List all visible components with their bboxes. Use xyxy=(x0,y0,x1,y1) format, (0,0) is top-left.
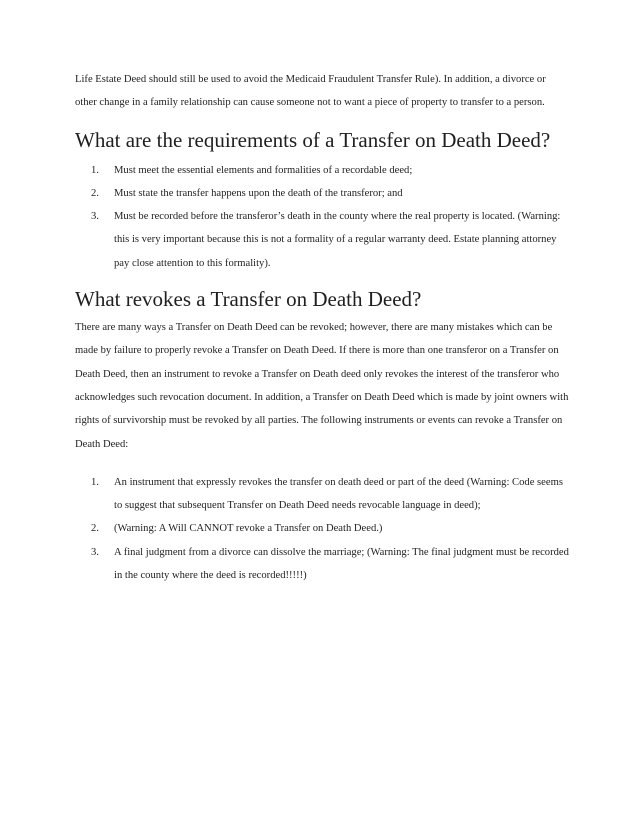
list-item-text: A final judgment from a divorce can dissolve the marriage; (Warning: The final judgment must be recorded in the county where the deed is recorded!!!!!) xyxy=(114,546,569,582)
list-item xyxy=(75,517,569,540)
list-item-text: An instrument that expressly revokes the transfer on death deed or part of the deed (Warning: Code seems to suggest that subsequent Transfer on Death Deed needs revocable language in deed); xyxy=(114,476,563,512)
revokes-paragraph: There are many ways a Transfer on Death Deed can be revoked; however, there are many mistakes which can be made by failure to properly revoke a Transfer on Death Deed. If there is more than one transferor on a Transfer on Death Deed, then an instrument to revoke a Transfer on Death deed only revokes the interest of the transferor who acknowledges such revocation document. In addition, a Transfer on Death Deed which is made by joint owners with rights of survivorship must be revoked by all parties. The following instruments or events can revoke a Transfer on Death Deed: xyxy=(75,322,569,450)
list-item xyxy=(75,182,569,205)
requirements-list xyxy=(75,159,569,275)
list-number: 2. xyxy=(91,187,99,199)
list-item-text: Must state the transfer happens upon the death of the transferor; and xyxy=(114,187,403,199)
list-item-text: (Warning: A Will CANNOT revoke a Transfer on Death Deed.) xyxy=(114,523,383,535)
revokes-heading: What revokes a Transfer on Death Deed? xyxy=(75,287,422,312)
list-item xyxy=(75,159,569,182)
list-number: 3. xyxy=(91,546,99,558)
list-item xyxy=(75,205,569,275)
list-item-text: Must meet the essential elements and formalities of a recordable deed; xyxy=(114,164,413,176)
list-number: 1. xyxy=(91,476,99,488)
list-number: 3. xyxy=(91,211,99,223)
list-item xyxy=(75,471,569,518)
revokes-list xyxy=(75,471,569,587)
list-number: 2. xyxy=(91,523,99,535)
document-page xyxy=(75,68,569,587)
list-item xyxy=(75,541,569,588)
requirements-heading: What are the requirements of a Transfer on Death Deed? xyxy=(75,127,551,152)
intro-paragraph: Life Estate Deed should still be used to avoid the Medicaid Fraudulent Transfer Rule). In addition, a divorce or other change in a family relationship can cause someone not to want a piece of property to transfer to a person. xyxy=(75,74,546,109)
list-number: 1. xyxy=(91,164,99,176)
list-item-text: Must be recorded before the transferor’s death in the county where the real property is located. (Warning: this is very important because this is not a formality of a regular warranty deed. Estate planning attorney pay close attention to this formality). xyxy=(114,211,561,269)
